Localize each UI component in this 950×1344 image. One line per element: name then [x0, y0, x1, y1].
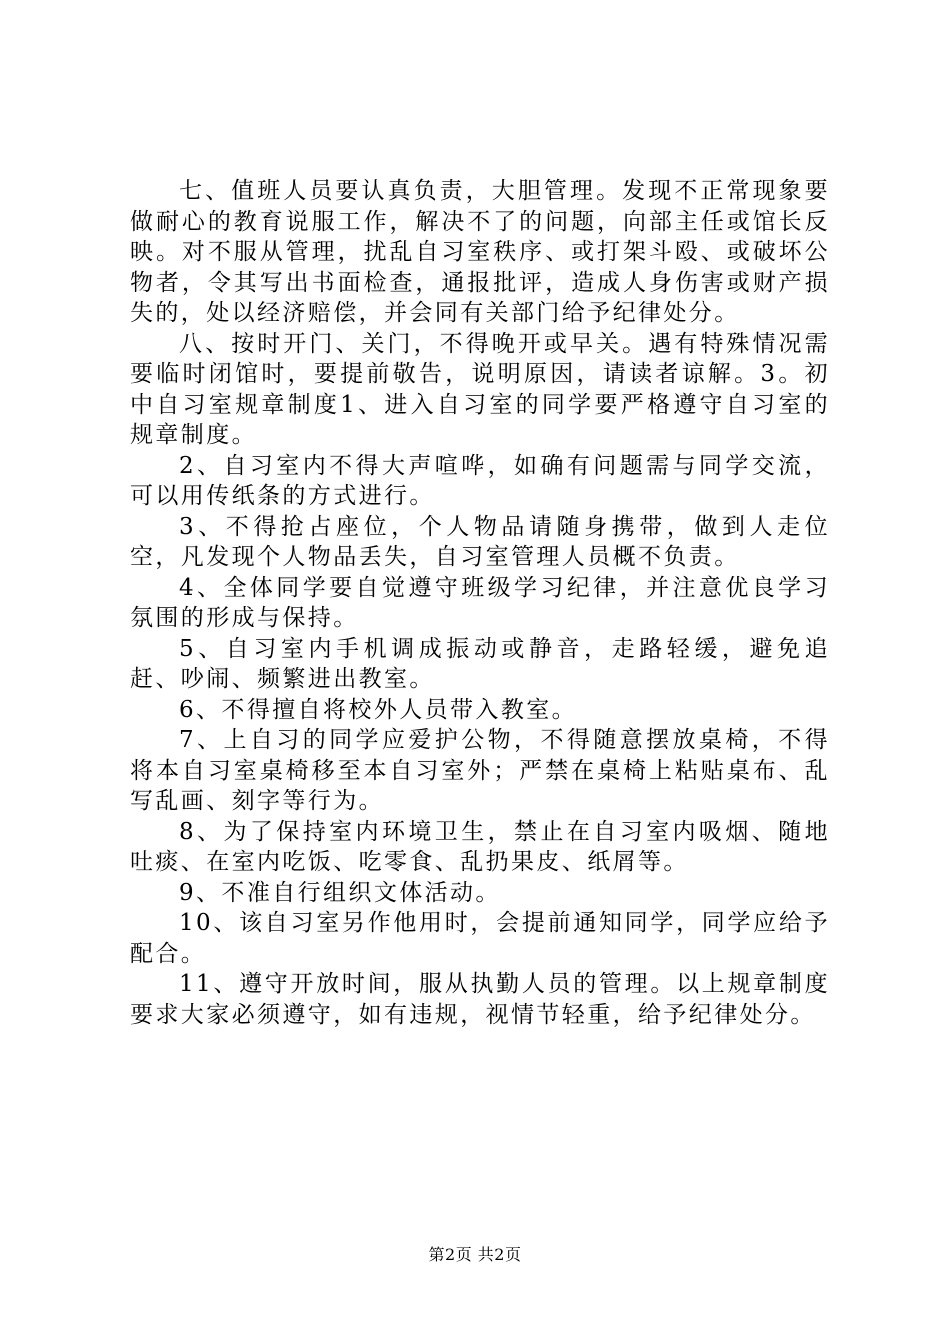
paragraph-item-2: 2、自习室内不得大声喧哗，如确有问题需与同学交流，可以用传纸条的方式进行。 [130, 452, 830, 509]
paragraph-item-8: 8、为了保持室内环境卫生，禁止在自习室内吸烟、随地吐痰、在室内吃饭、吃零食、乱扔果皮、纸屑等。 [130, 818, 830, 875]
paragraph-item-11: 11、遵守开放时间，服从执勤人员的管理。以上规章制度要求大家必须遵守，如有违规，视情节轻重，给予纪律处分。 [130, 971, 830, 1028]
document-body [130, 176, 830, 1030]
paragraph-item-5: 5、自习室内手机调成振动或静音，走路轻缓，避免追赶、吵闹、频繁进出教室。 [130, 635, 830, 692]
paragraph-item-9: 9、不准自行组织文体活动。 [179, 879, 501, 906]
paragraph-rule-7: 七、值班人员要认真负责，大胆管理。发现不正常现象要做耐心的教育说服工作，解决不了的问题，向部主任或馆长反映。对不服从管理，扰乱自习室秩序、或打架斗殴、或破坏公物者，令其写出书面检查，通报批评，造成人身伤害或财产损失的，处以经济赔偿，并会同有关部门给予纪律处分。 [130, 178, 830, 326]
paragraph-item-4: 4、全体同学要自觉遵守班级学习纪律，并注意优良学习氛围的形成与保持。 [130, 574, 830, 631]
paragraph-rule-8: 八、按时开门、关门，不得晚开或早关。遇有特殊情况需要临时闭馆时，要提前敬告，说明原因，请读者谅解。3。初中自习室规章制度1、进入自习室的同学要严格遵守自习室的规章制度。 [130, 330, 830, 448]
paragraph-item-7: 7、上自习的同学应爱护公物，不得随意摆放桌椅，不得将本自习室桌椅移至本自习室外；严禁在桌椅上粘贴桌布、乱写乱画、刻字等行为。 [130, 727, 830, 814]
page-number-footer: 第2页 共2页 [428, 1245, 522, 1264]
paragraph-item-10: 10、该自习室另作他用时，会提前通知同学，同学应给予配合。 [130, 910, 830, 967]
paragraph-item-3: 3、不得抢占座位，个人物品请随身携带，做到人走位空，凡发现个人物品丢失，自习室管理人员概不负责。 [130, 513, 830, 570]
paragraph-item-6: 6、不得擅自将校外人员带入教室。 [179, 696, 578, 723]
